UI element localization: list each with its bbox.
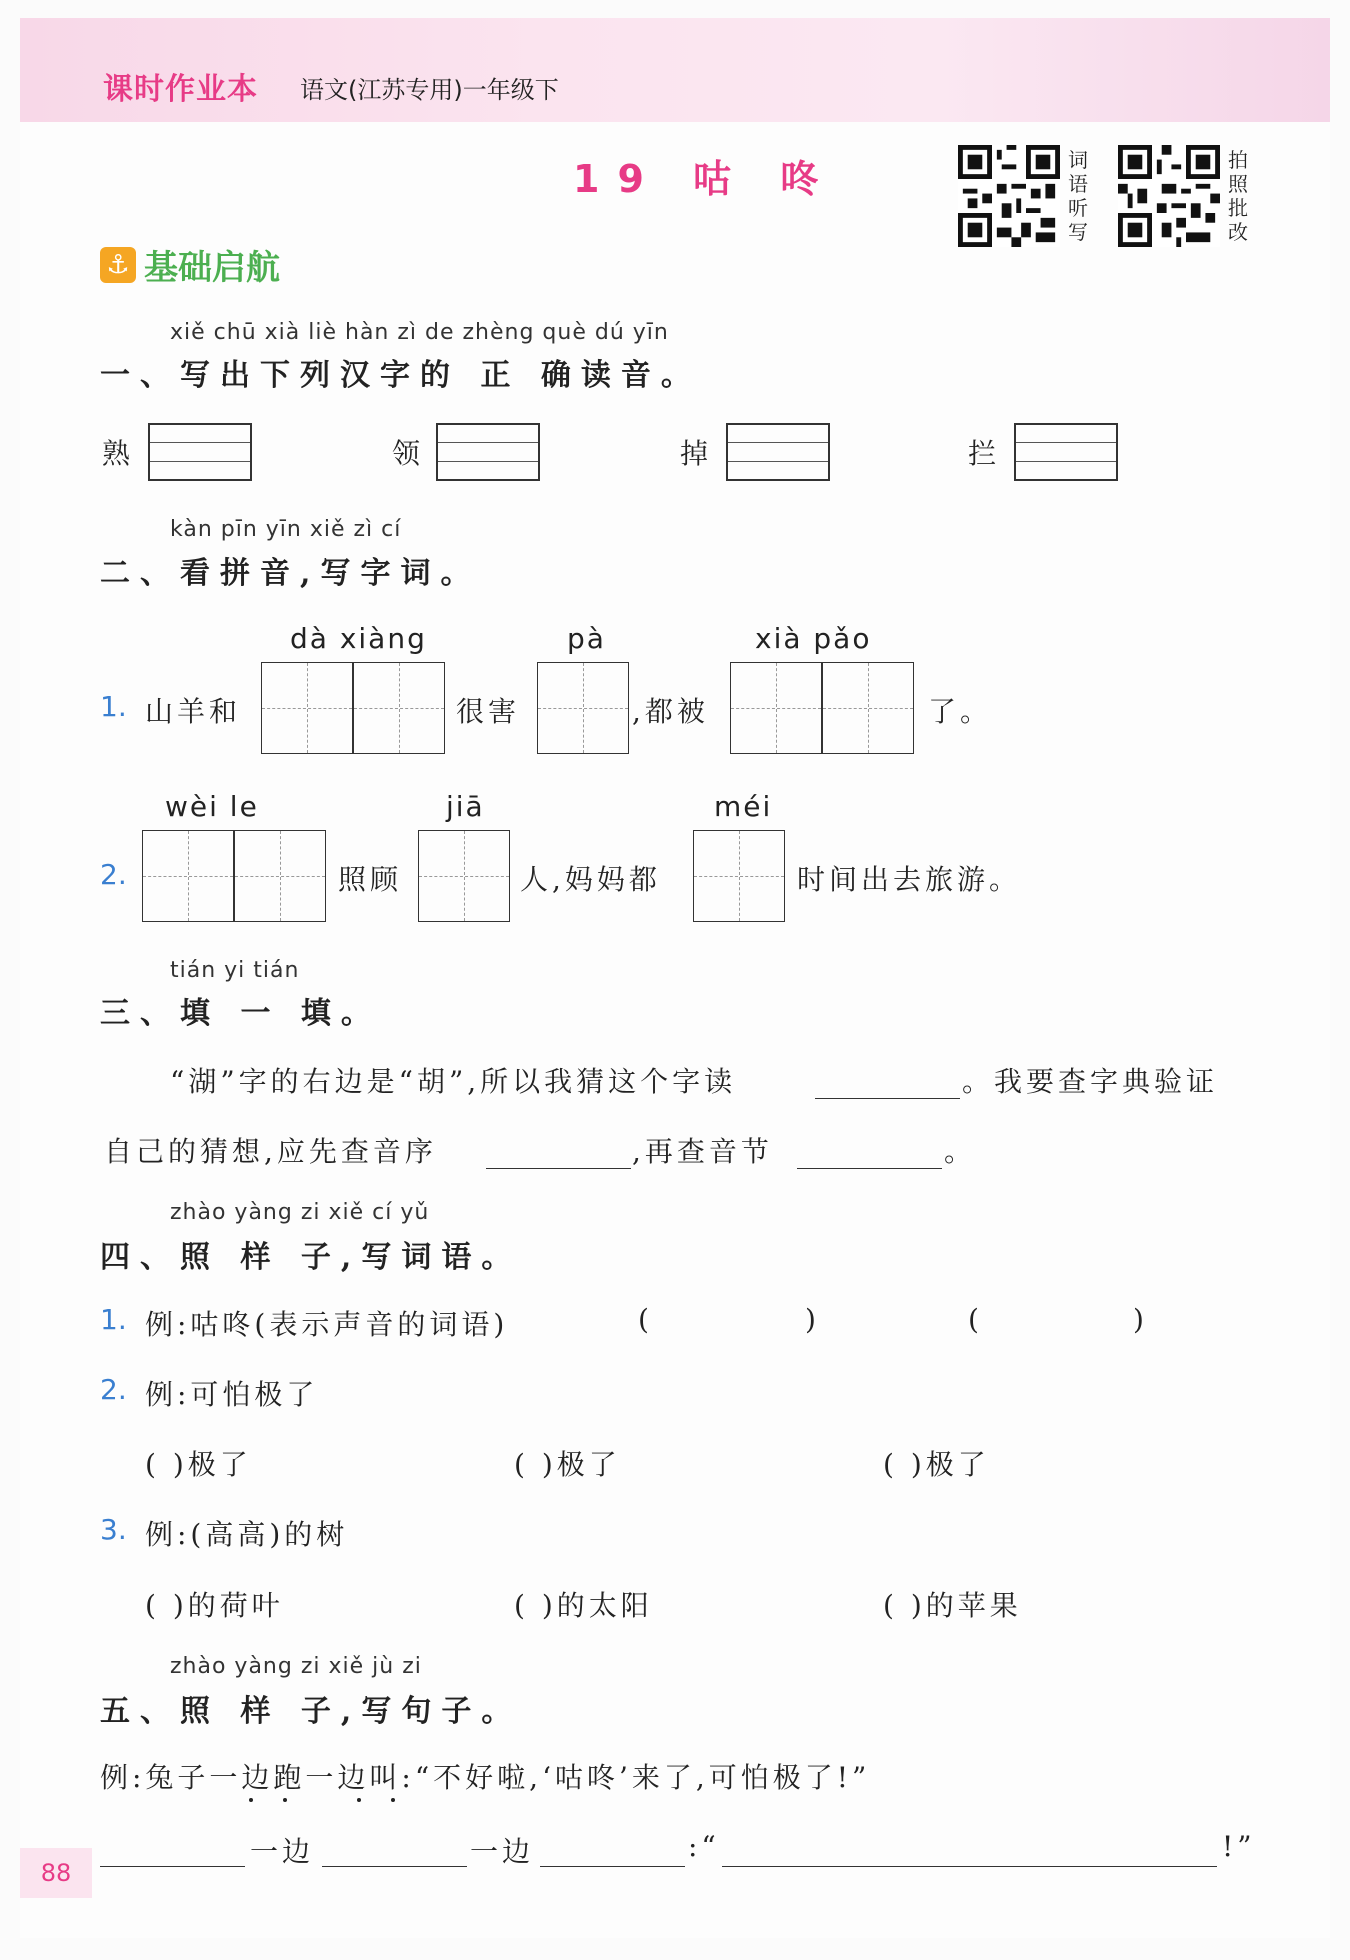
q4-ex1-paren-open-2: ( [968,1303,983,1336]
tian-grid-box[interactable] [730,662,822,754]
q2-s1-pinyin-1: dà xiàng [290,622,427,655]
book-subtitle: 语文(江苏专用)一年级下 [300,76,559,104]
qr-code-photo-correct[interactable] [1118,145,1220,247]
q2-pinyin: kàn pīn yīn xiě zì cí [170,517,402,542]
q3-line2-end: 。 [944,1135,977,1168]
tian-grid-box[interactable] [822,662,914,754]
q4-ex1-paren-close: ) [805,1303,820,1336]
qr-code-dictation[interactable] [958,145,1060,247]
q2-s2-pinyin-1: wèi le [165,790,259,823]
tian-grid-box[interactable] [693,830,785,922]
brand-title: 课时作业本 [103,72,258,107]
q3-line2-text: 自己的猜想,应先查音序 [104,1135,437,1168]
answer-blank[interactable] [322,1866,467,1867]
q4-ex3-blank-1[interactable]: ( )的荷叶 [145,1589,284,1622]
q2-s1-end: 了。 [928,695,993,728]
answer-blank[interactable] [990,1298,1130,1338]
q2-title: 二、看拼音,写字词。 [100,556,481,591]
q5-seg-2: 一边 [470,1835,535,1868]
q4-title: 四、照 样 子,写词语。 [100,1240,522,1275]
q4-ex3-example: 例:(高高)的树 [145,1518,349,1551]
q4-ex1-paren-close-2: ) [1133,1303,1148,1336]
tian-grid-box[interactable] [537,662,629,754]
answer-blank[interactable] [815,1098,960,1099]
q5-example: 例:兔子一边跑一边叫:“不好啦,‘咕咚’来了,可怕极了!” [100,1761,871,1794]
q2-s2-pinyin-3: méi [714,790,773,823]
lesson-title: 19 咕 咚 [573,157,837,201]
emphasis-dot [249,1798,253,1802]
answer-blank[interactable] [722,1866,1217,1867]
q5-seg-1: 一边 [250,1835,315,1868]
q4-ex3-blank-2[interactable]: ( )的太阳 [514,1589,653,1622]
tian-grid-box[interactable] [142,830,234,922]
pinyin-writing-box[interactable] [436,423,540,481]
q2-s1-number: 1. [100,690,127,723]
q4-ex2-number: 2. [100,1373,127,1406]
q5-seg-4: !” [1222,1830,1256,1863]
qr-label-photo-correct: 拍 照 批 改 [1228,148,1248,244]
answer-blank[interactable] [540,1866,685,1867]
q2-s2-pinyin-2: jiā [446,790,485,823]
emphasis-dot [283,1798,287,1802]
answer-blank[interactable] [486,1168,631,1169]
answer-blank[interactable] [660,1298,800,1338]
q5-seg-3: :“ [688,1830,720,1863]
q4-ex1-example: 例:咕咚(表示声音的词语) [145,1308,509,1341]
q1-char-2: 领 [392,437,425,470]
q1-char-4: 拦 [968,437,1001,470]
q4-ex3-number: 3. [100,1513,127,1546]
q4-ex2-blank-2[interactable]: ( )极了 [514,1448,621,1481]
q3-pinyin: tián yi tián [170,958,300,983]
q2-s1-lead: 山羊和 [145,695,242,728]
q5-title: 五、照 样 子,写句子。 [100,1694,522,1729]
answer-blank[interactable] [797,1168,942,1169]
qr-label-dictation: 词 语 听 写 [1068,148,1088,244]
emphasis-dot [391,1798,395,1802]
emphasis-dot [357,1798,361,1802]
pinyin-writing-box[interactable] [148,423,252,481]
q2-s1-mid-1: 很害 [456,695,521,728]
tian-grid-box[interactable] [234,830,326,922]
q2-s1-mid-2: ,都被 [632,695,709,728]
page-number: 88 [20,1848,92,1898]
q2-s2-number: 2. [100,858,127,891]
q3-line1-text: “湖”字的右边是“胡”,所以我猜这个字读 [170,1065,737,1098]
answer-blank[interactable] [100,1866,245,1867]
q4-ex1-paren-open: ( [638,1303,653,1336]
pinyin-writing-box[interactable] [726,423,830,481]
q2-s2-mid-1: 照顾 [338,863,403,896]
q1-pinyin: xiě chū xià liè hàn zì de zhèng què dú yīn [170,320,669,345]
q2-s1-pinyin-2: pà [567,622,606,655]
q4-ex2-blank-3[interactable]: ( )极了 [883,1448,990,1481]
tian-grid-box[interactable] [418,830,510,922]
q3-line1-tail: 。我要查字典验证 [962,1065,1219,1098]
q5-pinyin: zhào yàng zi xiě jù zi [170,1654,422,1679]
section-label: 基础启航 [144,248,280,288]
anchor-icon: ⚓ [100,247,136,283]
q1-title: 一、写出下列汉字的 正 确读音。 [100,358,701,393]
q4-ex2-example: 例:可怕极了 [145,1378,319,1411]
q4-ex1-number: 1. [100,1303,127,1336]
q1-char-3: 掉 [680,437,713,470]
q4-ex2-blank-1[interactable]: ( )极了 [145,1448,252,1481]
pinyin-writing-box[interactable] [1014,423,1118,481]
section-heading [100,240,280,289]
q2-s2-mid-2: 人,妈妈都 [520,863,661,896]
q4-pinyin: zhào yàng zi xiě cí yǔ [170,1200,430,1225]
tian-grid-box[interactable] [353,662,445,754]
q4-ex3-blank-3[interactable]: ( )的苹果 [883,1589,1022,1622]
q2-s2-end: 时间出去旅游。 [797,863,1022,896]
q3-line2-mid: ,再查音节 [632,1135,773,1168]
q1-char-1: 熟 [102,437,135,470]
q2-s1-pinyin-3: xià pǎo [755,622,872,655]
q3-title: 三、填 一 填。 [100,996,381,1031]
tian-grid-box[interactable] [261,662,353,754]
